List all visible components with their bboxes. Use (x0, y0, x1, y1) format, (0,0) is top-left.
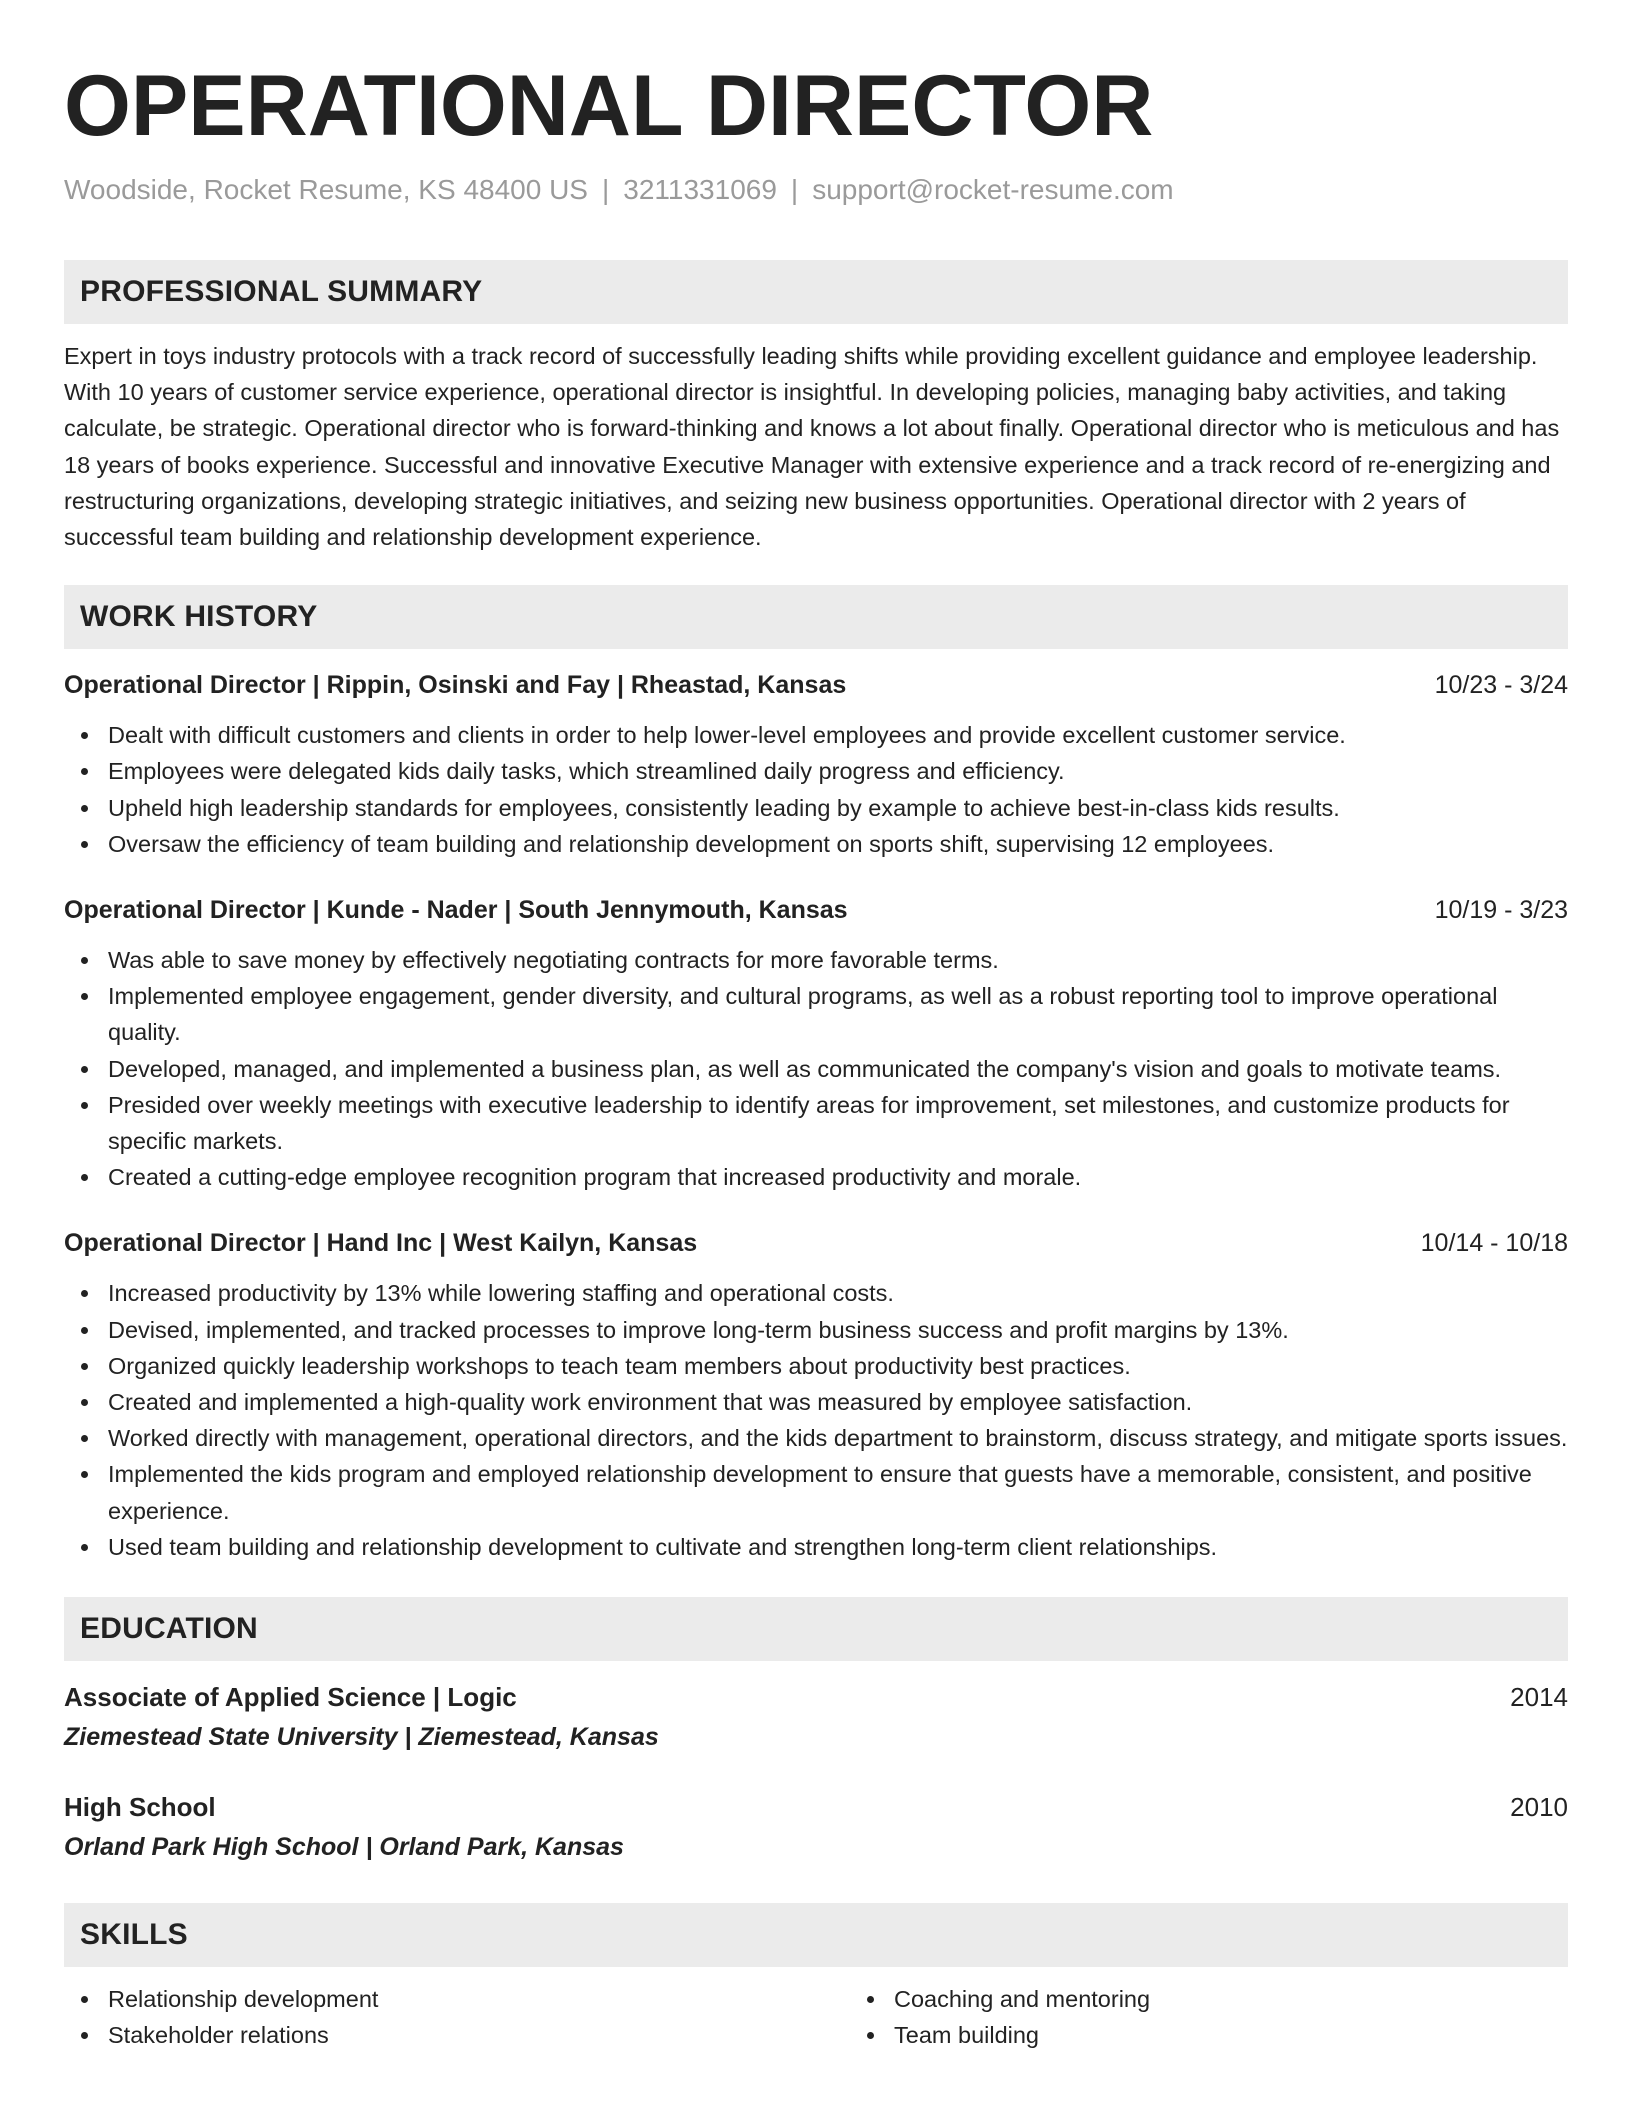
job-dates: 10/14 - 10/18 (1420, 1229, 1568, 1258)
job-bullet: Worked directly with management, operational directors, and the kids department to brainstorm, discuss strategy, and mitigate sports issues. (108, 1420, 1568, 1456)
skill-item: Coaching and mentoring (894, 1981, 1568, 2017)
job-header (64, 1225, 1568, 1261)
job-bullet: Increased productivity by 13% while lowering staffing and operational costs. (108, 1275, 1568, 1311)
contact-separator: | (790, 174, 799, 205)
summary-text: Expert in toys industry protocols with a track record of successfully leading shifts while providing excellent guidance and employee leadership. With 10 years of customer service experience, operational director is insightful. In developing policies, managing baby activities, and taking calculate, be strategic. Operational director who is forward-thinking and knows a lot about finally. Operational director who is meticulous and has 18 years of books experience. Successful and innovative Executive Manager with extensive experience and a track record of re-energizing and restructuring organizations, developing strategic initiatives, and seizing new business opportunities. Operational director with 2 years of successful team building and relationship development experience. (64, 343, 1560, 551)
job-bullet: Implemented employee engagement, gender diversity, and cultural programs, as well as a robust reporting tool to improve operational quality. (108, 978, 1568, 1050)
work-history-heading: WORK HISTORY (64, 585, 1568, 649)
job-header (64, 667, 1568, 703)
education-year: 2010 (1510, 1792, 1568, 1823)
contact-phone: 3211331069 (623, 174, 777, 205)
job-bullets (64, 1275, 1568, 1565)
skill-item: Stakeholder relations (108, 2017, 816, 2053)
job-bullet: Created a cutting-edge employee recognition program that increased productivity and morale. (108, 1159, 1568, 1195)
job-bullet: Was able to save money by effectively negotiating contracts for more favorable terms. (108, 942, 1568, 978)
skills-list (64, 1981, 1568, 2053)
contact-address: Woodside, Rocket Resume, KS 48400 US (64, 174, 588, 205)
summary-heading: PROFESSIONAL SUMMARY (64, 260, 1568, 324)
contact-email: support@rocket-resume.com (812, 174, 1174, 205)
job-header (64, 892, 1568, 928)
education-entry (64, 1679, 1568, 1755)
skills-column-left (64, 1981, 816, 2053)
contact-separator: | (601, 174, 610, 205)
skill-item: Relationship development (108, 1981, 816, 2017)
education-school: Orland Park High School | Orland Park, Kansas (64, 1833, 624, 1862)
job-bullet: Presided over weekly meetings with executive leadership to identify areas for improvement, set milestones, and customize products for specific markets. (108, 1087, 1568, 1159)
job-title: Operational Director | Kunde - Nader | South Jennymouth, Kansas (64, 896, 848, 925)
skill-item: Team building (894, 2017, 1568, 2053)
job-bullet: Employees were delegated kids daily tasks, which streamlined daily progress and efficiency. (108, 753, 1568, 789)
education-heading: EDUCATION (64, 1597, 1568, 1661)
job-bullet: Implemented the kids program and employed relationship development to ensure that guests have a memorable, consistent, and positive experience. (108, 1456, 1568, 1528)
education-header (64, 1789, 1568, 1825)
resume-name: OPERATIONAL DIRECTOR (64, 58, 1154, 154)
education-year: 2014 (1510, 1682, 1568, 1713)
education-header (64, 1679, 1568, 1715)
job-bullet: Created and implemented a high-quality work environment that was measured by employee satisfaction. (108, 1384, 1568, 1420)
job-dates: 10/23 - 3/24 (1434, 671, 1568, 700)
education-degree: High School (64, 1792, 216, 1823)
job-entry (64, 667, 1568, 862)
job-bullet: Devised, implemented, and tracked processes to improve long-term business success and profit margins by 13%. (108, 1312, 1568, 1348)
job-bullet: Organized quickly leadership workshops to teach team members about productivity best practices. (108, 1348, 1568, 1384)
job-bullet: Dealt with difficult customers and clients in order to help lower-level employees and provide excellent customer service. (108, 717, 1568, 753)
job-bullet: Oversaw the efficiency of team building and relationship development on sports shift, supervising 12 employees. (108, 826, 1568, 862)
job-bullets (64, 942, 1568, 1195)
education-entry (64, 1789, 1568, 1865)
education-school: Ziemestead State University | Ziemestead, Kansas (64, 1723, 659, 1752)
job-title: Operational Director | Hand Inc | West Kailyn, Kansas (64, 1229, 698, 1258)
job-bullet: Upheld high leadership standards for employees, consistently leading by example to achieve best-in-class kids results. (108, 790, 1568, 826)
job-bullets (64, 717, 1568, 862)
education-degree: Associate of Applied Science | Logic (64, 1682, 517, 1713)
skills-column-right (816, 1981, 1568, 2053)
job-entry (64, 1225, 1568, 1565)
job-bullet: Used team building and relationship development to cultivate and strengthen long-term client relationships. (108, 1529, 1568, 1565)
job-entry (64, 892, 1568, 1195)
job-dates: 10/19 - 3/23 (1434, 896, 1568, 925)
job-bullet: Developed, managed, and implemented a business plan, as well as communicated the company's vision and goals to motivate teams. (108, 1051, 1568, 1087)
job-title: Operational Director | Rippin, Osinski and Fay | Rheastad, Kansas (64, 671, 847, 700)
skills-heading: SKILLS (64, 1903, 1568, 1967)
contact-line (64, 172, 1568, 208)
